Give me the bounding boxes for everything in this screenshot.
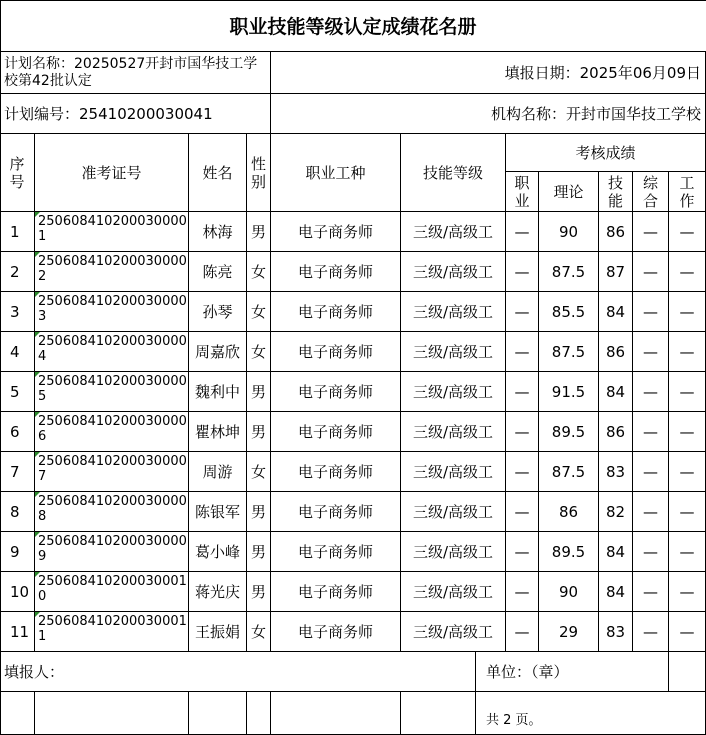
- header-score-lilun: 理论: [539, 172, 599, 212]
- header-name: 姓名: [189, 134, 247, 212]
- gender-cell: 男: [247, 412, 271, 452]
- level-cell: 三级/高级工: [401, 452, 506, 492]
- header-gender: [247, 134, 271, 212]
- score-zhiye-cell: —: [506, 532, 539, 572]
- score-jineng-cell: 84: [599, 572, 633, 612]
- seq-cell: 11: [0, 612, 35, 652]
- level-cell: 三级/高级工: [401, 612, 506, 652]
- score-gongzuo-cell: —: [669, 372, 706, 412]
- exam-no-cell: 2506084102000300007: [35, 452, 189, 492]
- footer-blank-6: [401, 692, 476, 735]
- header-level: 技能等级: [401, 134, 506, 212]
- score-gongzuo-cell: —: [669, 332, 706, 372]
- gender-cell: 女: [247, 252, 271, 292]
- name-cell: 葛小峰: [189, 532, 247, 572]
- gender-cell: 女: [247, 452, 271, 492]
- score-jineng-cell: 84: [599, 292, 633, 332]
- score-zonghe-cell: —: [633, 612, 669, 652]
- header-score-gongzuo: [669, 172, 706, 212]
- occupation-cell: 电子商务师: [271, 292, 401, 332]
- cell-comment-marker: [35, 492, 40, 497]
- score-gongzuo-cell: —: [669, 252, 706, 292]
- report-date-cell: [271, 52, 706, 94]
- score-lilun-cell: 29: [539, 612, 599, 652]
- seq-cell: 3: [0, 292, 35, 332]
- occupation-cell: 电子商务师: [271, 372, 401, 412]
- exam-no-cell: 2506084102000300006: [35, 412, 189, 452]
- org-name-cell: [271, 94, 706, 134]
- cell-comment-marker: [35, 212, 40, 217]
- score-zonghe-cell: —: [633, 372, 669, 412]
- gender-cell: 男: [247, 372, 271, 412]
- score-gongzuo-cell: —: [669, 452, 706, 492]
- plan-no-cell: [0, 94, 271, 134]
- score-jineng-cell: 87: [599, 252, 633, 292]
- score-jineng-cell: 86: [599, 412, 633, 452]
- level-cell: 三级/高级工: [401, 372, 506, 412]
- footer-blank-3: [189, 692, 247, 735]
- gender-cell: 女: [247, 292, 271, 332]
- report-date-label: 填报日期：: [504, 63, 580, 82]
- occupation-cell: 电子商务师: [271, 612, 401, 652]
- occupation-cell: 电子商务师: [271, 412, 401, 452]
- score-jineng-cell: 83: [599, 612, 633, 652]
- score-zonghe-cell: —: [633, 252, 669, 292]
- level-cell: 三级/高级工: [401, 572, 506, 612]
- name-cell: 林海: [189, 212, 247, 252]
- name-cell: 瞿林坤: [189, 412, 247, 452]
- occupation-cell: 电子商务师: [271, 332, 401, 372]
- name-cell: 陈银军: [189, 492, 247, 532]
- occupation-cell: 电子商务师: [271, 252, 401, 292]
- header-exam-no: 准考证号: [35, 134, 189, 212]
- score-zonghe-cell: —: [633, 412, 669, 452]
- level-cell: 三级/高级工: [401, 292, 506, 332]
- exam-no-cell: 2506084102000300008: [35, 492, 189, 532]
- level-cell: 三级/高级工: [401, 332, 506, 372]
- cell-comment-marker: [35, 532, 40, 537]
- score-zhiye-cell: —: [506, 212, 539, 252]
- occupation-cell: 电子商务师: [271, 212, 401, 252]
- score-gongzuo-cell: —: [669, 292, 706, 332]
- score-zhiye-cell: —: [506, 492, 539, 532]
- name-cell: 魏利中: [189, 372, 247, 412]
- org-name-label: 机构名称：: [490, 104, 566, 123]
- cell-comment-marker: [35, 572, 40, 577]
- plan-no-value: 25410200030041: [79, 104, 213, 123]
- score-zonghe-cell: —: [633, 572, 669, 612]
- score-lilun-cell: 86: [539, 492, 599, 532]
- seq-cell: 9: [0, 532, 35, 572]
- reporter-label: 填报人：: [4, 662, 65, 681]
- score-lilun-cell: 90: [539, 572, 599, 612]
- score-zhiye-cell: —: [506, 612, 539, 652]
- header-scores: 考核成绩: [506, 134, 706, 172]
- score-jineng-cell: 86: [599, 332, 633, 372]
- pages-cell: [476, 692, 706, 735]
- name-cell: 陈亮: [189, 252, 247, 292]
- cell-comment-marker: [35, 612, 40, 617]
- score-zhiye-cell: —: [506, 412, 539, 452]
- footer-blank-5: [271, 692, 401, 735]
- header-score-zhiye-text: 职业: [514, 173, 530, 210]
- score-zonghe-cell: —: [633, 332, 669, 372]
- level-cell: 三级/高级工: [401, 212, 506, 252]
- score-jineng-cell: 83: [599, 452, 633, 492]
- plan-no-label: 计划编号：: [4, 104, 80, 123]
- exam-no-cell: 2506084102000300009: [35, 532, 189, 572]
- seq-cell: 8: [0, 492, 35, 532]
- score-gongzuo-cell: —: [669, 412, 706, 452]
- score-zhiye-cell: —: [506, 372, 539, 412]
- occupation-cell: 电子商务师: [271, 452, 401, 492]
- score-zhiye-cell: —: [506, 572, 539, 612]
- level-cell: 三级/高级工: [401, 532, 506, 572]
- score-gongzuo-cell: —: [669, 572, 706, 612]
- pages-text: 共 2 页。: [486, 713, 542, 728]
- score-gongzuo-cell: —: [669, 492, 706, 532]
- score-jineng-cell: 86: [599, 212, 633, 252]
- exam-no-cell: 2506084102000300011: [35, 612, 189, 652]
- cell-comment-marker: [35, 252, 40, 257]
- unit-spare-cell: [669, 652, 706, 692]
- header-seq: [0, 134, 35, 212]
- cell-comment-marker: [35, 452, 40, 457]
- score-jineng-cell: 84: [599, 532, 633, 572]
- occupation-cell: 电子商务师: [271, 532, 401, 572]
- header-score-jineng: [599, 172, 633, 212]
- gender-cell: 女: [247, 332, 271, 372]
- cell-comment-marker: [35, 412, 40, 417]
- score-lilun-cell: 87.5: [539, 452, 599, 492]
- score-zonghe-cell: —: [633, 292, 669, 332]
- cell-comment-marker: [35, 332, 40, 337]
- score-zonghe-cell: —: [633, 492, 669, 532]
- page-title: 职业技能等级认定成绩花名册: [0, 0, 706, 52]
- gender-cell: 男: [247, 212, 271, 252]
- seq-cell: 2: [0, 252, 35, 292]
- exam-no-cell: 2506084102000300003: [35, 292, 189, 332]
- score-gongzuo-cell: —: [669, 612, 706, 652]
- occupation-cell: 电子商务师: [271, 492, 401, 532]
- level-cell: 三级/高级工: [401, 252, 506, 292]
- gender-cell: 男: [247, 532, 271, 572]
- header-score-zonghe-text: 综合: [642, 173, 658, 210]
- plan-name-label: 计划名称：: [4, 55, 74, 72]
- header-seq-text: 序号: [9, 154, 25, 191]
- cell-comment-marker: [35, 372, 40, 377]
- name-cell: 孙琴: [189, 292, 247, 332]
- score-lilun-cell: 90: [539, 212, 599, 252]
- gender-cell: 男: [247, 572, 271, 612]
- org-name-value: 开封市国华技工学校: [565, 104, 701, 123]
- footer-blank-2: [35, 692, 189, 735]
- footer-blank-4: [247, 692, 271, 735]
- header-score-gongzuo-text: 工作: [679, 173, 695, 210]
- score-zonghe-cell: —: [633, 532, 669, 572]
- score-zonghe-cell: —: [633, 212, 669, 252]
- seq-cell: 4: [0, 332, 35, 372]
- level-cell: 三级/高级工: [401, 492, 506, 532]
- exam-no-cell: 2506084102000300004: [35, 332, 189, 372]
- seq-cell: 5: [0, 372, 35, 412]
- name-cell: 王振娟: [189, 612, 247, 652]
- plan-name-cell: [0, 52, 271, 94]
- score-zonghe-cell: —: [633, 452, 669, 492]
- exam-no-cell: 2506084102000300005: [35, 372, 189, 412]
- header-score-jineng-text: 技能: [607, 173, 623, 210]
- exam-no-cell: 2506084102000300001: [35, 212, 189, 252]
- cell-comment-marker: [35, 292, 40, 297]
- footer-blank-1: [0, 692, 35, 735]
- header-score-zonghe: [633, 172, 669, 212]
- score-zhiye-cell: —: [506, 452, 539, 492]
- gender-cell: 男: [247, 492, 271, 532]
- reporter-cell: [0, 652, 476, 692]
- report-date-value: 2025年06月09日: [579, 63, 701, 82]
- name-cell: 周嘉欣: [189, 332, 247, 372]
- gender-cell: 女: [247, 612, 271, 652]
- name-cell: 周游: [189, 452, 247, 492]
- seq-cell: 10: [0, 572, 35, 612]
- unit-cell: [476, 652, 669, 692]
- score-jineng-cell: 82: [599, 492, 633, 532]
- level-cell: 三级/高级工: [401, 412, 506, 452]
- score-gongzuo-cell: —: [669, 212, 706, 252]
- unit-label: 单位：（章）: [486, 662, 569, 681]
- seq-cell: 6: [0, 412, 35, 452]
- score-zhiye-cell: —: [506, 252, 539, 292]
- score-jineng-cell: 84: [599, 372, 633, 412]
- header-score-zhiye: [506, 172, 539, 212]
- plan-name-value: 20250527开封市国华技工学校第42批认定: [4, 55, 258, 89]
- header-gender-text: 性别: [250, 154, 266, 191]
- seq-cell: 7: [0, 452, 35, 492]
- score-lilun-cell: 87.5: [539, 252, 599, 292]
- name-cell: 蒋光庆: [189, 572, 247, 612]
- score-lilun-cell: 89.5: [539, 412, 599, 452]
- score-lilun-cell: 91.5: [539, 372, 599, 412]
- score-gongzuo-cell: —: [669, 532, 706, 572]
- exam-no-cell: 2506084102000300010: [35, 572, 189, 612]
- score-zhiye-cell: —: [506, 292, 539, 332]
- score-lilun-cell: 85.5: [539, 292, 599, 332]
- score-zhiye-cell: —: [506, 332, 539, 372]
- seq-cell: 1: [0, 212, 35, 252]
- score-lilun-cell: 87.5: [539, 332, 599, 372]
- occupation-cell: 电子商务师: [271, 572, 401, 612]
- header-occupation: 职业工种: [271, 134, 401, 212]
- score-lilun-cell: 89.5: [539, 532, 599, 572]
- exam-no-cell: 2506084102000300002: [35, 252, 189, 292]
